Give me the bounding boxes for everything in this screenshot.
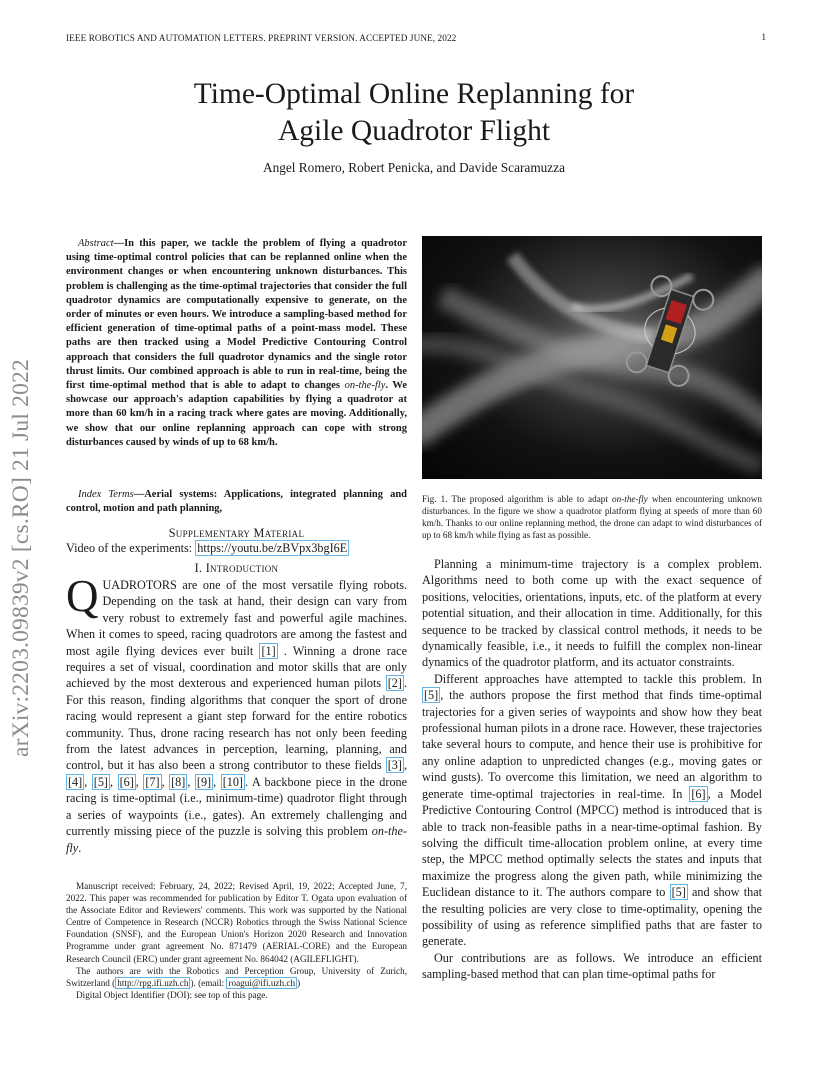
- citation-link[interactable]: [2]: [387, 676, 402, 691]
- paper-title: [66, 76, 762, 150]
- abstract: [66, 237, 407, 450]
- abstract-emph: on-the-fly: [344, 380, 386, 392]
- arxiv-stamp: arXiv:2203.09839v2 [cs.RO] 21 Jul 2022: [8, 359, 34, 757]
- paragraph-contributions: Our contributions are as follows. We introduce an efficient sampling-based method that can plan time-optimal paths for: [422, 950, 762, 982]
- video-label: Video of the experiments:: [66, 541, 196, 555]
- video-link[interactable]: https://youtu.be/zBVpx3bgI6E: [197, 541, 348, 555]
- index-terms: [66, 488, 407, 516]
- abstract-text-a: In this paper, we tackle the problem of flying a quadrotor using time-optimal control policies that can be replanned online when the environment changes or when encountering unknown disturbances. This problem is challenging as the time-optimal trajectories that consider the full quadrotor dynamics are computationally expensive to generate, on the order of minutes or even hours. We introduce a sampling-based method for efficient generation of time-optimal paths of a point-mass model. These paths are then tracked using a Model Predictive Contouring Control approach that considers the full quadrotor dynamics and the single rotor thrust limits. Our combined approach is able to run in real-time, being the first time-optimal method that is able to adapt to changes: [66, 238, 407, 392]
- citation-link[interactable]: [7]: [145, 774, 160, 789]
- journal-header: IEEE ROBOTICS AND AUTOMATION LETTERS. PREPRINT VERSION. ACCEPTED JUNE, 2022: [66, 33, 457, 43]
- citation-link[interactable]: [6]: [119, 774, 134, 789]
- citation-link[interactable]: [9]: [196, 774, 212, 789]
- dropcap: Q: [66, 571, 99, 621]
- abstract-dash: —: [113, 238, 125, 249]
- footnote-manuscript: Manuscript received: February, 24, 2022; Revised April, 19, 2022; Accepted June, 7, 2022. This paper was recommended for publication by Editor T. Ogata upon evaluation of the Associate Editor and Reviewers' comments. This work was supported by the National Centre of Competence in Research (NCCR) Robotics through the Swiss National Science Foundation (SNSF), and the European Union's Horizon 2020 Research and Innovation Programme under grant agreement No. 871479 (AERIAL-CORE) and the European Research Council (ERC) under grant agreement No. 864042 (AGILEFLIGHT).: [66, 881, 407, 964]
- citation-link[interactable]: [5]: [93, 774, 108, 789]
- page-number: 1: [761, 33, 766, 43]
- citation-link[interactable]: [5]: [424, 688, 439, 703]
- citation-link[interactable]: [5]: [671, 885, 686, 900]
- paragraph-planning: Planning a minimum-time trajectory is a complex problem. Algorithms need to both come up with the exact sequence of positions, velocities, orientations, inputs, etc. of the platform at every potential situation, and their allocation in time. Additionally, for this sequence to be tracked by classical control methods, it needs to be dynamically feasible, i.e., it needs to fulfill the complex non-linear dynamics of the quadrotor platform, and its actuator constraints.: [422, 557, 762, 670]
- citation-link[interactable]: [10]: [222, 774, 243, 789]
- figure-caption: Fig. 1. The proposed algorithm is able to adapt on-the-fly when encountering unknown disturbances. In the figure we show a quadrotor platform flying at speeds of more than 60 km/h. Thanks to our online replanning method, the drone can adapt to wind disturbances of up to 68 km/h while flying as fast as possible.: [422, 494, 762, 541]
- title-line-2: Agile Quadrotor Flight: [277, 115, 551, 147]
- author-list: Angel Romero, Robert Penicka, and Davide Scaramuzza: [262, 160, 566, 175]
- intro-paragraph: QUADROTORS are one of the most versatile flying robots. Depending on the task at hand, their design can vary from very robust to extremely fast and powerful agile machines. When it comes to speed, racing quadrotors are among the fastest and most agile flying devices ever built [1] . Winning a drone race requires a set of visual, coordination and motor skills that are only achieved by the most dexterous and experienced human pilots [2] . For this reason, finding algorithms that conquer the sport of drone racing would represent a giant step forward for the entire robotics community. Thus, drone racing research has not only been feeding from the latest advances in perception, learning, planning, and control, but it has also been a strong contributor to these fields [3] , [4] , [5] , [6] , [7] , [8] , [9] , [10] . A backbone piece in the drone racing is time-optimal (i.e., minimum-time) quadrotor flight through a series of waypoints (i.e., gates). An extremely challenging and currently missing piece of the puzzle is solving this problem on-the-fly.: [66, 571, 408, 855]
- intro-emph: on-the-fly: [66, 824, 407, 855]
- caption-emph: on-the-fly: [612, 494, 648, 504]
- abstract-label: Abstract: [78, 238, 114, 249]
- quadrotor-photo: [422, 236, 762, 479]
- caption-label: Fig. 1.: [422, 494, 448, 504]
- intro-heading: I. Introduction: [194, 561, 279, 575]
- email-link[interactable]: roagui@ifi.uzh.ch: [228, 977, 296, 988]
- quadrotor-photo-art: [422, 236, 762, 479]
- index-terms-label: Index Terms: [78, 489, 134, 500]
- citation-link[interactable]: [6]: [691, 786, 706, 801]
- paragraph-approaches: Different approaches have attempted to tackle this problem. In [5] , the authors propose the first method that finds time-optimal trajectories for a given series of waypoints and show how they beat professional human pilots in a drone race. However, these trajectories take several hours to compute, and hence their use is prohibitive for any online adaption to unpredicted changes (e.g., moving gates or wind gusts). To overcome this limitation, we need an algorithm to generate time-optimal trajectories in real-time. In [6] , a Model Predictive Contouring Control (MPCC) method is introduced that is able to track non-feasible paths in a near-time-optimal fashion. By solving the difficult time-allocation problem online, at every time step, the MPCC method optimally selects the states and inputs that maximize the progress along the given path, while minimizing the Euclidean distance to it. The authors compare to [5] and show that the resulting policies are very close to time-optimality, opening the possibility of using as reference simplified paths that are faster to generate.: [422, 671, 762, 949]
- index-terms-dash: —: [133, 489, 145, 500]
- video-line: [66, 541, 407, 556]
- abstract-text-b: . We showcase our approach's adaption capabilities by flying a quadrotor at more than 60 km/h in a racing track where gates are moving. Additionally, we show that our online replanning approach can cope with strong disturbances caused by winds of up to 68 km/h.: [66, 380, 407, 448]
- citation-link[interactable]: [3]: [387, 758, 402, 773]
- lab-url-link[interactable]: http://rpg.ifi.uzh.ch: [117, 977, 189, 988]
- index-terms-text: Aerial systems: Applications, integrated planning and control, motion and path planning,: [66, 489, 407, 515]
- title-line-1: Time-Optimal Online Replanning for: [193, 78, 635, 110]
- footnote-affiliation: The authors are with the Robotics and Perception Group, University of Zurich, Switzerland ( http://rpg.ifi.uzh.ch ). (email: roagui@ifi.uzh.ch ): [66, 965, 407, 988]
- citation-link[interactable]: [4]: [68, 774, 83, 789]
- citation-link[interactable]: [1]: [261, 643, 276, 658]
- supplementary-heading: Supplementary Material: [168, 526, 305, 540]
- footnote: [66, 880, 407, 1001]
- citation-link[interactable]: [8]: [171, 774, 186, 789]
- right-column-text: [422, 556, 762, 983]
- footnote-doi: Digital Object Identifier (DOI): see top of this page.: [76, 989, 268, 1000]
